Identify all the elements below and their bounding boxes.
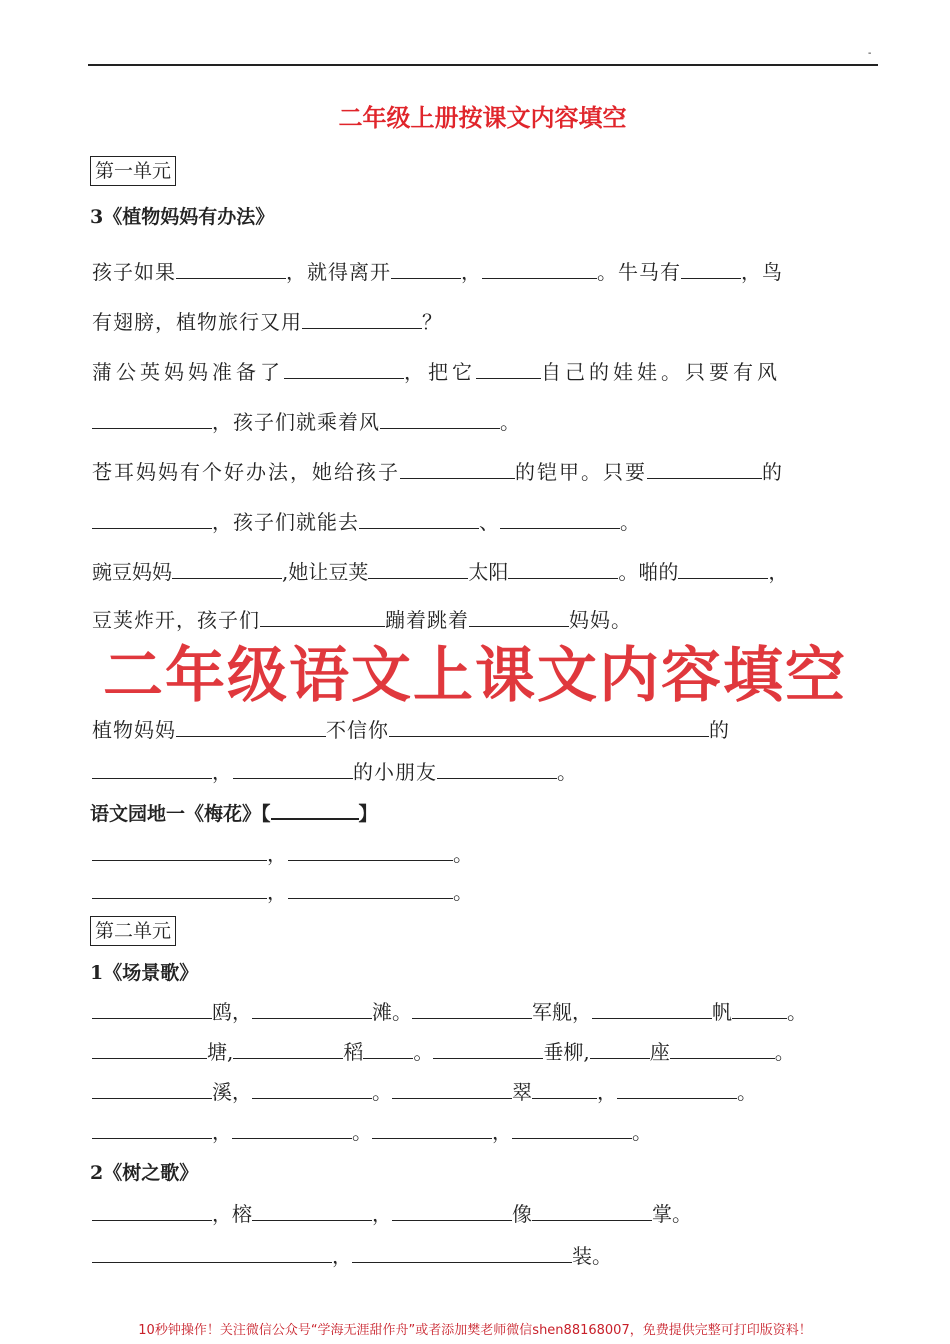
text-line: 塘, 稻 。 垂柳, 座 。 xyxy=(92,1038,877,1066)
text-line: ， 。 ， 。 xyxy=(92,1118,877,1146)
text-line: 蒲公英妈妈准备了 ，把它 自己的娃娃。只要有风 xyxy=(92,360,781,384)
text-line: ， 。 xyxy=(92,840,877,868)
text-line: 植物妈妈 不信你 的 xyxy=(92,718,730,742)
header-mark: - xyxy=(868,48,872,59)
lesson-heading: 1《场景歌》 xyxy=(90,962,199,984)
text-line: 溪， 。 翠 ， 。 xyxy=(92,1078,877,1106)
text-line: ，孩子们就能去 、 。 xyxy=(92,508,877,536)
unit-label: 第一单元 xyxy=(90,156,176,186)
text-line: 豆荚炸开，孩子们 蹦着跳着 妈妈。 xyxy=(92,608,632,632)
text-line: 豌豆妈妈 ,她让豆荚 太阳 。啪的 ， xyxy=(92,560,789,584)
header-rule xyxy=(88,64,878,66)
text-line: ， 。 xyxy=(92,878,877,906)
footer-promo: 10秒钟操作！关注微信公众号“学海无涯甜作舟”或者添加樊老师微信shen88168007，免费提供完整可打印版资料！ xyxy=(138,1323,812,1338)
text-line: ， 的小朋友 。 xyxy=(92,758,877,786)
lesson-heading: 3《植物妈妈有办法》 xyxy=(90,206,275,228)
text-line: ，孩子们就乘着风 。 xyxy=(92,408,877,436)
text-line: ，榕 ， 像 掌。 xyxy=(92,1200,877,1228)
text-line: 孩子如果 ，就得离开 ， 。牛马有 ，鸟 xyxy=(92,260,783,284)
text-line: 鸥， 滩。 军舰， 帆 。 xyxy=(92,998,877,1026)
text-line: ， 装。 xyxy=(92,1242,877,1270)
page-title: 二年级上册按课文内容填空 xyxy=(338,104,627,132)
text-line: 苍耳妈妈有个好办法，她给孩子 的铠甲。只要 的 xyxy=(92,460,784,484)
garden-heading: 语文园地一《梅花》【 】 xyxy=(90,800,378,827)
watermark-banner: 二年级语文上课文内容填空 xyxy=(103,641,847,711)
lesson-heading: 2《树之歌》 xyxy=(90,1162,199,1184)
text-line: 有翅膀，植物旅行又用 ？ xyxy=(92,310,443,334)
unit-label: 第二单元 xyxy=(90,916,176,946)
